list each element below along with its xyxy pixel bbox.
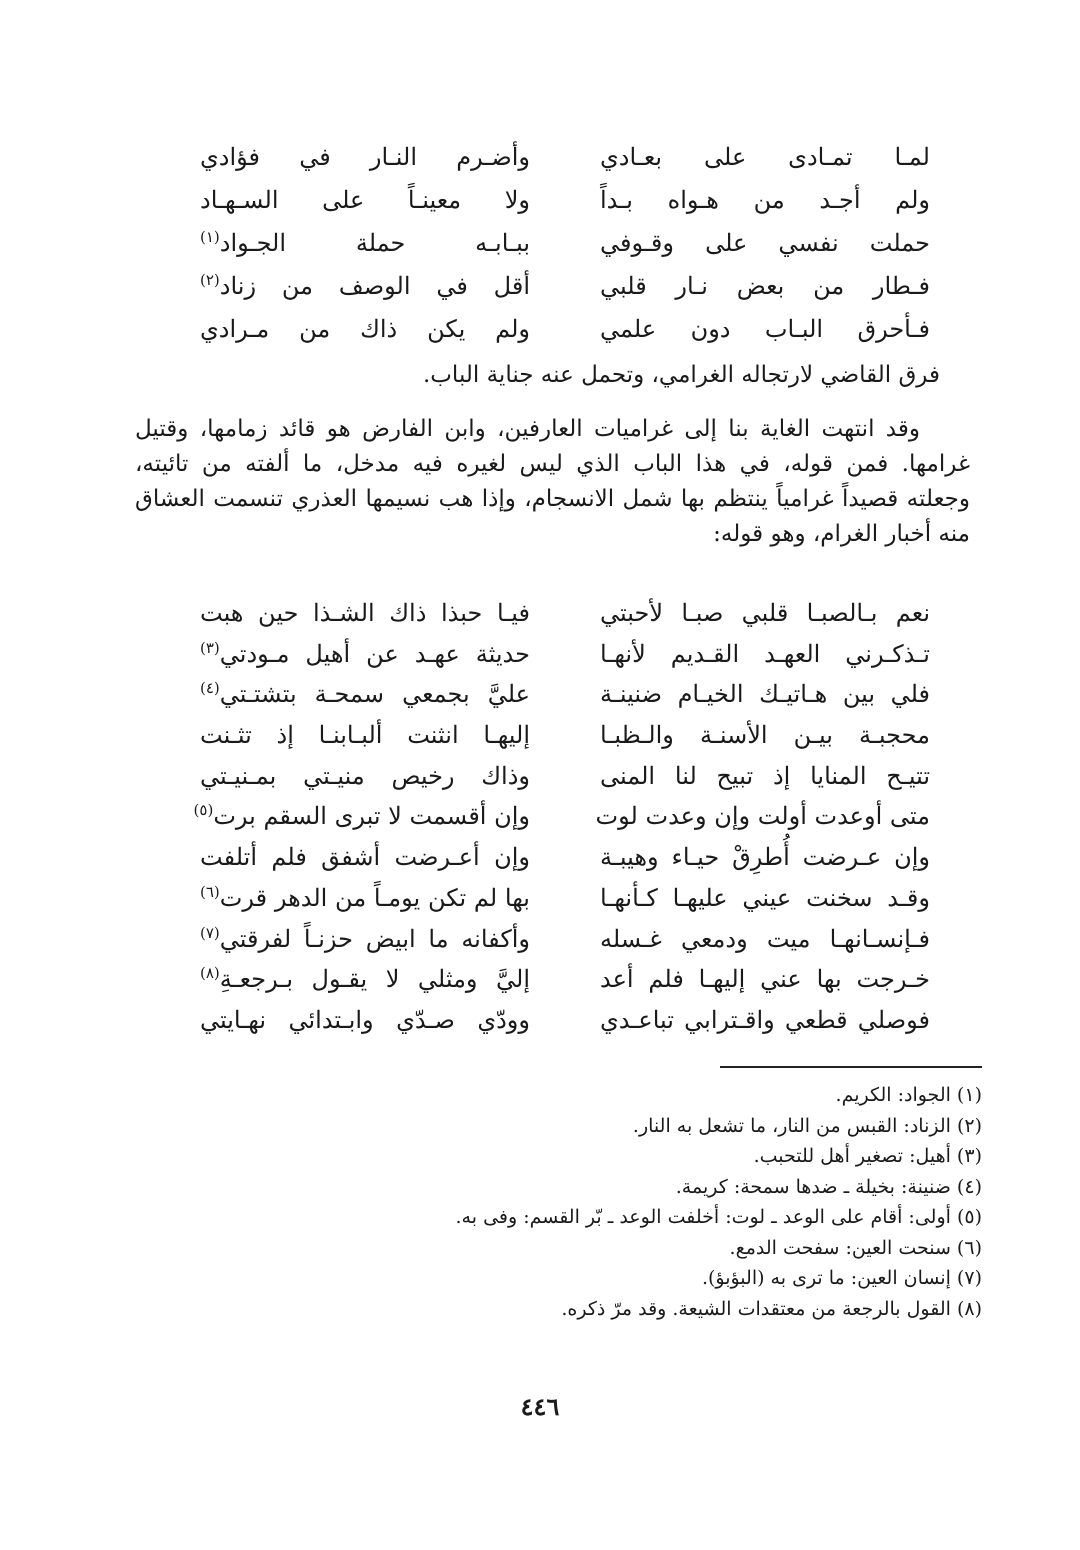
verse-first-hemistich: حملت نفسي على وقـوفي [600, 229, 930, 257]
hemistich-text: ببـابـه حملة الجـواد [219, 229, 530, 257]
footnote-separator [720, 1066, 982, 1068]
verse-row [190, 136, 930, 179]
verse-first-hemistich: وإن عـرضت أُطرِقْ حيـاء وهيبـة [600, 843, 930, 872]
verse-second-hemistich [200, 674, 530, 714]
verse-row [190, 715, 930, 756]
poem-2 [190, 593, 930, 1041]
verse-second-hemistich [193, 796, 530, 836]
footnote: (٨) القول بالرجعة من معتقدات الشيعة. وقد مرّ ذكره. [561, 1297, 982, 1320]
verse-second-hemistich [200, 756, 530, 796]
verse-second-hemistich [200, 1000, 530, 1040]
footnote: (١) الجواد: الكريم. [835, 1084, 982, 1106]
footnote-reference: (٣) [200, 638, 220, 657]
poem-1 [190, 136, 930, 351]
verse-second-hemistich [200, 878, 530, 918]
verse-row [190, 959, 930, 1000]
verse-row [190, 919, 930, 960]
verse-second-hemistich [200, 919, 530, 959]
verse-row [190, 222, 930, 265]
verse-row [190, 179, 930, 222]
verse-first-hemistich: ولم أجـد من هـواه بـداً [600, 186, 930, 214]
verse-first-hemistich: خـرجت بها عني إليهـا فلم أعد [600, 965, 930, 994]
footnote-reference: (٢) [200, 271, 220, 289]
hemistich-text: وأكفانه ما ابيض حزنـاً لفرقتي [219, 924, 530, 953]
verse-row [190, 756, 930, 797]
prose-line: منه أخبار الغرام، وهو قوله: [713, 521, 970, 547]
verse-second-hemistich [200, 265, 530, 308]
verse-second-hemistich [200, 308, 530, 351]
verse-first-hemistich: لمـا تمـادى على بعـادي [600, 143, 930, 171]
hemistich-text: ولا معينـاً على السـهـاد [200, 186, 530, 214]
verse-row [190, 634, 930, 675]
footnote: (٧) إنسان العين: ما ترى به (البؤبؤ). [701, 1267, 982, 1289]
hemistich-text: إليهـا انثنت ألبـابنـا إذ تثـنت [200, 721, 530, 750]
footnote: (٣) أهيل: تصغير أهل للتحبب. [753, 1145, 982, 1167]
verse-row [190, 308, 930, 351]
verse-row [190, 796, 930, 837]
footnote: (٥) أولى: أقام على الوعد ـ لوت: أخلفت الوعد ـ بّر القسم: وفى به. [455, 1206, 982, 1228]
footnote-reference: (٨) [200, 964, 220, 983]
hemistich-text: إليَّ ومثلي لا يقـول بـرجعـةِ [219, 965, 530, 994]
verse-second-hemistich [200, 837, 530, 877]
verse-first-hemistich: فـأحرق البـاب دون علمي [600, 315, 930, 343]
verse-second-hemistich [200, 136, 530, 179]
paragraph [135, 412, 970, 552]
verse-first-hemistich: وقـد سخنت عيني عليهـا كـأنهـا [600, 883, 930, 912]
verse-first-hemistich: فـطار من بعض نـار قلبي [600, 272, 930, 300]
verse-first-hemistich: تـذكـرني العهـد القـديم لأنهـا [600, 639, 930, 668]
hemistich-text: عليَّ بجمعي سمحـة بتشتـتي [219, 680, 530, 709]
verse-first-hemistich: فـإنسـانهـا ميت ودمعي غـسله [600, 924, 930, 953]
verse-second-hemistich [200, 593, 530, 633]
hemistich-text: وإن أقسمت لا تبرى السقم برت [213, 802, 530, 831]
hemistich-text: وودّي صـدّي وابـتدائي نهـايتي [200, 1005, 530, 1034]
hemistich-text: ولم يكن ذاك من مـرادي [200, 315, 530, 343]
prose-line: غرامها. فمن قوله، في هذا الباب الذي ليس لغيره فيه مدخل، ما ألفته من تائيته، [135, 451, 970, 477]
verse-row [190, 837, 930, 878]
verse-second-hemistich [200, 634, 530, 674]
footnote: (٦) سنحت العين: سفحت الدمع. [729, 1236, 982, 1259]
hemistich-text: فيـا حبذا ذاك الشـذا حين هبت [200, 599, 530, 627]
verse-row [190, 265, 930, 308]
verse-row [190, 593, 930, 634]
prose-line: فرق القاضي لارتجاله الغرامي، وتحمل عنه جناية الباب. [422, 362, 940, 388]
footnote: (٢) الزناد: القبس من النار، ما تشعل به النار. [632, 1114, 982, 1137]
footnote-reference: (٧) [200, 923, 220, 942]
footnote-reference: (٥) [193, 801, 214, 820]
hemistich-text: حديثة عهـد عن أهيل مـودتي [219, 639, 530, 668]
verse-first-hemistich: نعم بـالصبـا قلبي صبـا لأحبتي [600, 599, 930, 627]
hemistich-text: وذاك رخيص منيـتي بمـنيـتي [200, 761, 530, 790]
hemistich-text: بها لم تكن يومـاً من الدهر قرت [219, 883, 530, 912]
verse-first-hemistich: تتيـح المنايا إذ تبيح لنا المنى [600, 761, 930, 790]
verse-first-hemistich: فلي بين هـاتيـك الخيـام ضنينـة [600, 680, 930, 709]
verse-second-hemistich [200, 959, 530, 999]
prose-line: وقد انتهت الغاية بنا إلى غراميات العارفين، وابن الفارض هو قائد زمامها، وقتيل [135, 416, 920, 442]
page-number: ٤٤٦ [520, 1392, 560, 1421]
verse-second-hemistich [200, 715, 530, 755]
verse-row [190, 1000, 930, 1041]
prose-line: وجعلته قصيداً غرامياً ينتظم بها شمل الانسجام، وإذا هب نسيمها العذري تنسمت العشاق [135, 486, 970, 512]
verse-first-hemistich: متى أوعدت أولت وإن وعدت لوت [595, 802, 930, 831]
footnote: (٤) ضنينة: بخيلة ـ ضدها سمحة: كريمة. [675, 1175, 982, 1198]
hemistich-text: وأضـرم النـار في فؤادي [200, 143, 530, 171]
verse-row [190, 878, 930, 919]
verse-row [190, 674, 930, 715]
footnote-reference: (٦) [200, 882, 220, 901]
verse-first-hemistich: فوصلي قطعي واقـترابي تباعـدي [600, 1005, 930, 1034]
footnote-reference: (٤) [200, 679, 220, 698]
footnotes [342, 1080, 982, 1324]
narrative-line [130, 358, 940, 393]
footnote-reference: (١) [200, 228, 220, 246]
hemistich-text: أقل في الوصف من زناد [219, 272, 530, 300]
verse-second-hemistich [200, 222, 530, 265]
verse-first-hemistich: محجبـة بيـن الأسنـة والـظبـا [600, 721, 930, 750]
verse-second-hemistich [200, 179, 530, 222]
hemistich-text: وإن أعـرضت أشفق فلم أتلفت [200, 843, 530, 872]
